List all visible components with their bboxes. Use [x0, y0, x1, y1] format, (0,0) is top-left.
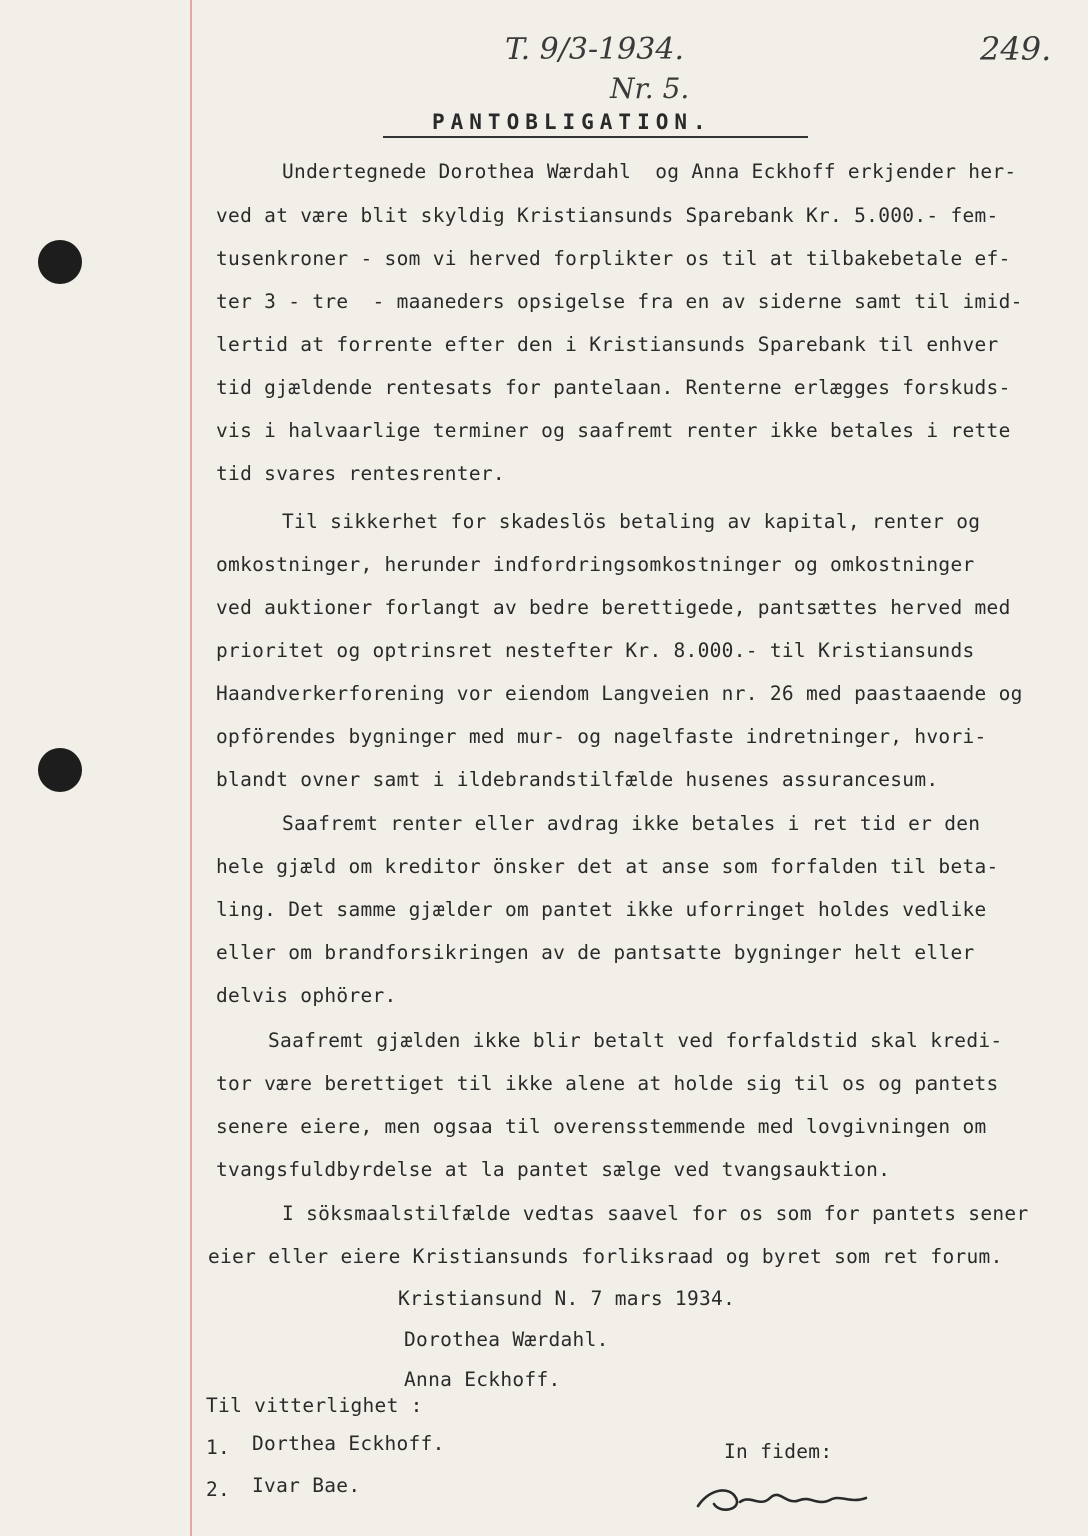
body-line: tid gjældende rentesats for pantelaan. Renterne erlægges forskuds-: [216, 376, 1011, 399]
signer-name: Dorothea Wærdahl.: [404, 1328, 609, 1351]
witness-heading: Til vitterlighet :: [206, 1394, 423, 1417]
body-line: hele gjæld om kreditor önsker det at anse som forfalden til beta-: [216, 855, 999, 878]
page-number: 249.: [980, 30, 1052, 68]
punch-hole: [38, 240, 82, 284]
body-line: tor være berettiget til ikke alene at holde sig til os og pantets: [216, 1072, 999, 1095]
body-line: Haandverkerforening vor eiendom Langveien nr. 26 med paastaaende og: [216, 682, 1023, 705]
body-line: ling. Det samme gjælder om pantet ikke uforringet holdes vedlike: [216, 898, 987, 921]
body-line: tid svares rentesrenter.: [216, 462, 505, 485]
witness-name: Dorthea Eckhoff.: [252, 1432, 445, 1455]
body-line: tusenkroner - som vi herved forplikter os til at tilbakebetale ef-: [216, 247, 1011, 270]
body-line: ved at være blit skyldig Kristiansunds Sparebank Kr. 5.000.- fem-: [216, 204, 999, 227]
document-title: PANTOBLIGATION.: [432, 110, 712, 134]
body-line: delvis ophörer.: [216, 984, 397, 1007]
witness-number: 1.: [206, 1436, 231, 1459]
place-date: Kristiansund N. 7 mars 1934.: [398, 1287, 736, 1310]
body-line: vis i halvaarlige terminer og saafremt renter ikke betales i rette: [216, 419, 1011, 442]
body-line: senere eiere, men ogsaa til overensstemmende med lovgivningen om: [216, 1115, 987, 1138]
title-underline: [383, 136, 808, 138]
body-line: ved auktioner forlangt av bedre berettigede, pantsættes herved med: [216, 596, 1011, 619]
body-line: tvangsfuldbyrdelse at la pantet sælge ved tvangsauktion.: [216, 1158, 891, 1181]
body-line: Undertegnede Dorothea Wærdahl og Anna Eckhoff erkjender her-: [282, 160, 1017, 183]
margin-rule: [190, 0, 192, 1536]
signature-mark: [690, 1478, 890, 1518]
body-line: Saafremt gjælden ikke blir betalt ved forfaldstid skal kredi-: [268, 1029, 1003, 1052]
body-line: blandt ovner samt i ildebrandstilfælde husenes assurancesum.: [216, 768, 939, 791]
date-note: T. 9/3-1934.: [505, 32, 684, 67]
body-line: lertid at forrente efter den i Kristiansunds Sparebank til enhver: [216, 333, 999, 356]
witness-name: Ivar Bae.: [252, 1474, 361, 1497]
body-line: eller om brandforsikringen av de pantsatte bygninger helt eller: [216, 941, 975, 964]
witness-number: 2.: [206, 1478, 231, 1501]
body-line: Saafremt renter eller avdrag ikke betales i ret tid er den: [282, 812, 981, 835]
body-line: opförendes bygninger med mur- og nagelfaste indretninger, hvori-: [216, 725, 987, 748]
number-note: Nr. 5.: [610, 72, 690, 105]
punch-hole: [38, 748, 82, 792]
body-line: Til sikkerhet for skadeslös betaling av kapital, renter og: [282, 510, 981, 533]
in-fidem-label: In fidem:: [724, 1440, 833, 1463]
signer-name: Anna Eckhoff.: [404, 1368, 561, 1391]
body-line: prioritet og optrinsret nestefter Kr. 8.000.- til Kristiansunds: [216, 639, 975, 662]
body-line: eier eller eiere Kristiansunds forliksraad og byret som ret forum.: [208, 1245, 1003, 1268]
body-line: omkostninger, herunder indfordringsomkostninger og omkostninger: [216, 553, 975, 576]
body-line: I söksmaalstilfælde vedtas saavel for os som for pantets sener: [282, 1202, 1029, 1225]
body-line: ter 3 - tre - maaneders opsigelse fra en av siderne samt til imid-: [216, 290, 1023, 313]
